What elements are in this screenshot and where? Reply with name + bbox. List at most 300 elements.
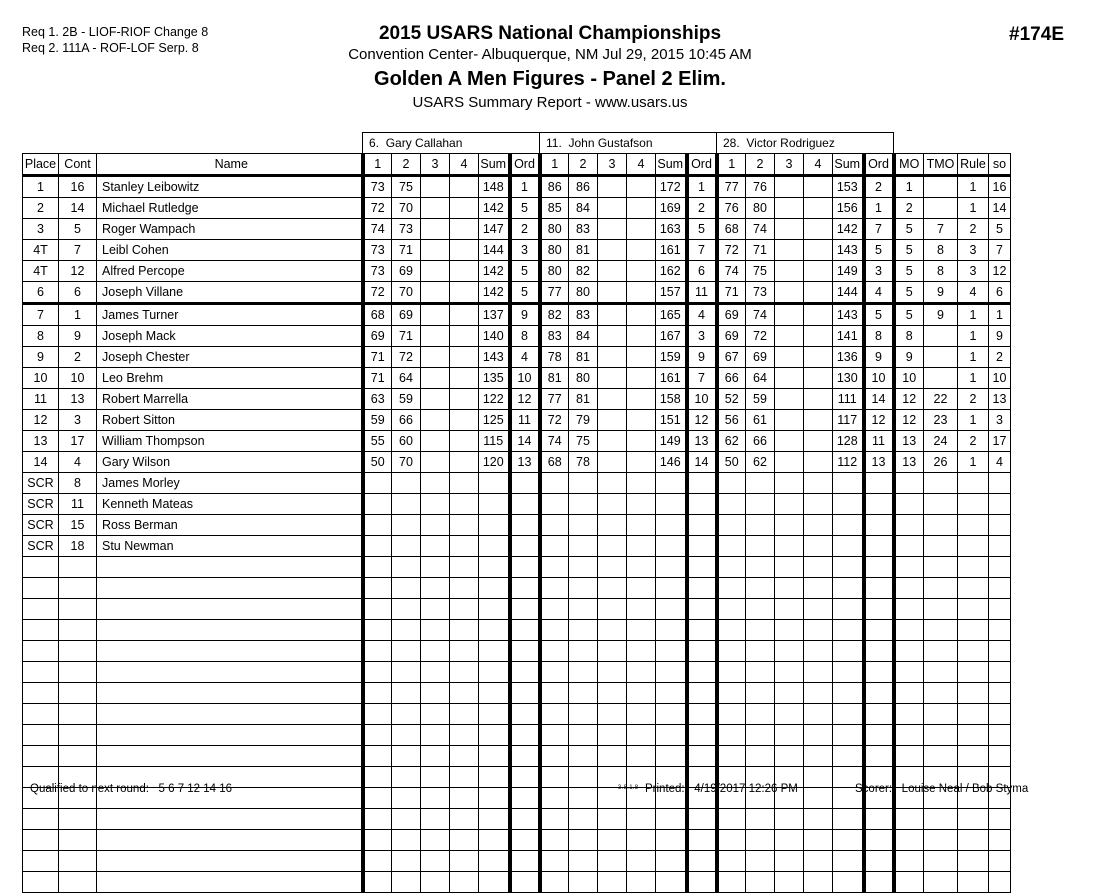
cell-j3-fig2: 71 bbox=[746, 240, 775, 261]
cell-j2-ord: 10 bbox=[687, 389, 717, 410]
cell-j3-sum: 143 bbox=[833, 240, 864, 261]
results-table-wrapper bbox=[22, 132, 1011, 893]
cell-so: 3 bbox=[989, 410, 1011, 431]
cell-j1-fig4 bbox=[450, 304, 479, 326]
cell-j2-fig2 bbox=[569, 578, 598, 599]
cell-tmo bbox=[924, 830, 958, 851]
cell-j1-fig1 bbox=[363, 872, 392, 893]
cell-j2-ord bbox=[687, 872, 717, 893]
table-row[interactable] bbox=[23, 304, 1011, 326]
cell-rule: 1 bbox=[958, 198, 989, 219]
cell-j2-fig4 bbox=[627, 599, 656, 620]
cell-name: Leibl Cohen bbox=[97, 240, 363, 261]
cell-cont: 8 bbox=[59, 473, 97, 494]
col-header-j3-fig2: 2 bbox=[746, 154, 775, 176]
cell-j2-fig2: 81 bbox=[569, 347, 598, 368]
cell-j3-fig2: 74 bbox=[746, 219, 775, 240]
cell-j1-ord bbox=[510, 473, 540, 494]
cell-j3-ord bbox=[864, 599, 894, 620]
table-row[interactable] bbox=[23, 515, 1011, 536]
cell-j3-fig4 bbox=[804, 410, 833, 431]
table-row[interactable] bbox=[23, 851, 1011, 872]
cell-j3-fig1: 52 bbox=[717, 389, 746, 410]
cell-name bbox=[97, 746, 363, 767]
cell-j2-fig2: 86 bbox=[569, 176, 598, 198]
cell-j3-fig2: 69 bbox=[746, 347, 775, 368]
cell-so bbox=[989, 872, 1011, 893]
cell-so: 9 bbox=[989, 326, 1011, 347]
cell-so: 1 bbox=[989, 304, 1011, 326]
cell-j3-ord bbox=[864, 515, 894, 536]
cell-j2-fig3 bbox=[598, 578, 627, 599]
cell-name: Joseph Chester bbox=[97, 347, 363, 368]
table-row[interactable] bbox=[23, 599, 1011, 620]
cell-j3-fig4 bbox=[804, 198, 833, 219]
table-row[interactable] bbox=[23, 620, 1011, 641]
cell-j2-fig1 bbox=[540, 515, 569, 536]
cell-j2-fig4 bbox=[627, 536, 656, 557]
cell-mo: 5 bbox=[894, 304, 924, 326]
table-row[interactable] bbox=[23, 347, 1011, 368]
event-title: Golden A Men Figures - Panel 2 Elim. bbox=[374, 68, 726, 90]
cell-j1-ord bbox=[510, 557, 540, 578]
cell-j3-sum bbox=[833, 515, 864, 536]
cell-j2-ord: 2 bbox=[687, 198, 717, 219]
cell-j1-fig2 bbox=[392, 473, 421, 494]
cell-j3-fig2 bbox=[746, 704, 775, 725]
cell-j1-fig1: 73 bbox=[363, 176, 392, 198]
cell-j1-sum: 142 bbox=[479, 198, 510, 219]
cell-name: Leo Brehm bbox=[97, 368, 363, 389]
cell-cont bbox=[59, 830, 97, 851]
cell-name bbox=[97, 683, 363, 704]
cell-j2-sum bbox=[656, 536, 687, 557]
cell-so: 5 bbox=[989, 219, 1011, 240]
cell-name bbox=[97, 578, 363, 599]
cell-j2-fig3 bbox=[598, 410, 627, 431]
cell-j3-fig3 bbox=[775, 725, 804, 746]
cell-j2-fig1: 80 bbox=[540, 219, 569, 240]
table-row[interactable] bbox=[23, 809, 1011, 830]
cell-mo: 12 bbox=[894, 389, 924, 410]
cell-j1-fig1 bbox=[363, 662, 392, 683]
cell-cont: 6 bbox=[59, 282, 97, 304]
cell-j1-fig3 bbox=[421, 557, 450, 578]
cell-j2-fig1 bbox=[540, 578, 569, 599]
cell-rule: 2 bbox=[958, 431, 989, 452]
cell-j1-sum: 142 bbox=[479, 261, 510, 282]
table-row[interactable] bbox=[23, 473, 1011, 494]
cell-j1-sum: 122 bbox=[479, 389, 510, 410]
cell-j1-fig1 bbox=[363, 515, 392, 536]
col-header-j3-fig3: 3 bbox=[775, 154, 804, 176]
cell-so: 6 bbox=[989, 282, 1011, 304]
cell-j3-sum bbox=[833, 746, 864, 767]
cell-j3-fig1 bbox=[717, 683, 746, 704]
cell-j3-fig3 bbox=[775, 851, 804, 872]
cell-j3-fig1 bbox=[717, 641, 746, 662]
cell-j3-fig4 bbox=[804, 662, 833, 683]
cell-so: 12 bbox=[989, 261, 1011, 282]
cell-j2-fig1 bbox=[540, 704, 569, 725]
cell-j3-fig1 bbox=[717, 536, 746, 557]
cell-j3-fig3 bbox=[775, 599, 804, 620]
cell-j1-fig4 bbox=[450, 494, 479, 515]
cell-tmo: 22 bbox=[924, 389, 958, 410]
cell-rule bbox=[958, 473, 989, 494]
cell-j3-ord bbox=[864, 872, 894, 893]
cell-j3-sum bbox=[833, 662, 864, 683]
cell-j1-fig3 bbox=[421, 304, 450, 326]
table-row[interactable] bbox=[23, 578, 1011, 599]
cell-j1-sum bbox=[479, 725, 510, 746]
cell-place bbox=[23, 872, 59, 893]
cell-j2-fig3 bbox=[598, 494, 627, 515]
table-row[interactable] bbox=[23, 683, 1011, 704]
cell-j2-fig2: 83 bbox=[569, 304, 598, 326]
cell-j3-ord bbox=[864, 641, 894, 662]
cell-j1-fig4 bbox=[450, 347, 479, 368]
cell-j3-ord: 14 bbox=[864, 389, 894, 410]
cell-j2-fig4 bbox=[627, 683, 656, 704]
cell-mo bbox=[894, 515, 924, 536]
cell-j2-fig4 bbox=[627, 410, 656, 431]
cell-mo bbox=[894, 683, 924, 704]
cell-j1-ord: 3 bbox=[510, 240, 540, 261]
cell-cont: 16 bbox=[59, 176, 97, 198]
cell-rule bbox=[958, 494, 989, 515]
cell-j1-fig4 bbox=[450, 515, 479, 536]
cell-so bbox=[989, 662, 1011, 683]
cell-rule bbox=[958, 536, 989, 557]
cell-place: 6 bbox=[23, 282, 59, 304]
cell-cont: 5 bbox=[59, 219, 97, 240]
cell-j2-fig1 bbox=[540, 620, 569, 641]
cell-j2-sum: 169 bbox=[656, 198, 687, 219]
cell-j2-fig4 bbox=[627, 746, 656, 767]
page-title: 2015 USARS National Championships bbox=[378, 23, 722, 44]
cell-j1-fig3 bbox=[421, 725, 450, 746]
cell-place: SCR bbox=[23, 536, 59, 557]
cell-j3-fig1: 77 bbox=[717, 176, 746, 198]
cell-mo bbox=[894, 494, 924, 515]
table-row[interactable] bbox=[23, 282, 1011, 304]
qualified-note bbox=[30, 783, 232, 795]
cell-j3-fig2 bbox=[746, 662, 775, 683]
cell-j2-fig2 bbox=[569, 725, 598, 746]
cell-j3-fig3 bbox=[775, 641, 804, 662]
cell-j1-sum bbox=[479, 746, 510, 767]
cell-so bbox=[989, 704, 1011, 725]
cell-j3-ord bbox=[864, 725, 894, 746]
table-row[interactable] bbox=[23, 410, 1011, 431]
table-row[interactable] bbox=[23, 662, 1011, 683]
cell-j3-fig2 bbox=[746, 536, 775, 557]
cell-j1-fig4 bbox=[450, 431, 479, 452]
cell-j1-fig4 bbox=[450, 830, 479, 851]
cell-j2-fig3 bbox=[598, 746, 627, 767]
cell-j2-ord bbox=[687, 683, 717, 704]
table-row[interactable] bbox=[23, 704, 1011, 725]
cell-j1-fig3 bbox=[421, 389, 450, 410]
cell-j3-fig3 bbox=[775, 557, 804, 578]
judge-number: 6. bbox=[369, 136, 380, 150]
cell-j3-fig1 bbox=[717, 746, 746, 767]
cell-rule bbox=[958, 851, 989, 872]
table-row[interactable] bbox=[23, 261, 1011, 282]
cell-cont bbox=[59, 725, 97, 746]
cell-cont: 1 bbox=[59, 304, 97, 326]
cell-j3-fig1: 62 bbox=[717, 431, 746, 452]
cell-j2-sum bbox=[656, 662, 687, 683]
cell-j1-fig2: 71 bbox=[392, 240, 421, 261]
cell-mo bbox=[894, 557, 924, 578]
cell-j3-fig3 bbox=[775, 282, 804, 304]
cell-j1-fig4 bbox=[450, 282, 479, 304]
cell-place bbox=[23, 851, 59, 872]
cell-j2-fig3 bbox=[598, 536, 627, 557]
table-row[interactable] bbox=[23, 830, 1011, 851]
table-row[interactable] bbox=[23, 240, 1011, 261]
cell-j1-fig2 bbox=[392, 620, 421, 641]
col-header-place: Place bbox=[23, 154, 59, 176]
cell-mo bbox=[894, 830, 924, 851]
cell-j1-fig1: 72 bbox=[363, 282, 392, 304]
cell-j3-fig1 bbox=[717, 662, 746, 683]
table-row[interactable] bbox=[23, 452, 1011, 473]
cell-j3-sum bbox=[833, 872, 864, 893]
cell-mo: 1 bbox=[894, 176, 924, 198]
cell-j3-fig4 bbox=[804, 240, 833, 261]
cell-j1-fig2 bbox=[392, 599, 421, 620]
cell-rule bbox=[958, 578, 989, 599]
cell-j1-fig3 bbox=[421, 515, 450, 536]
cell-j2-sum: 163 bbox=[656, 219, 687, 240]
cell-j2-ord: 7 bbox=[687, 240, 717, 261]
table-row[interactable] bbox=[23, 557, 1011, 578]
cell-j1-fig2 bbox=[392, 704, 421, 725]
cell-rule: 1 bbox=[958, 410, 989, 431]
cell-j2-fig3 bbox=[598, 662, 627, 683]
cell-mo: 10 bbox=[894, 368, 924, 389]
cell-j3-fig4 bbox=[804, 851, 833, 872]
cell-j2-fig1 bbox=[540, 473, 569, 494]
cell-cont: 15 bbox=[59, 515, 97, 536]
cell-j2-sum bbox=[656, 641, 687, 662]
cell-mo bbox=[894, 620, 924, 641]
cell-mo: 8 bbox=[894, 326, 924, 347]
cell-place bbox=[23, 725, 59, 746]
cell-j3-fig3 bbox=[775, 872, 804, 893]
cell-j2-sum bbox=[656, 515, 687, 536]
cell-j2-fig2: 84 bbox=[569, 198, 598, 219]
cell-j3-fig3 bbox=[775, 704, 804, 725]
table-row[interactable] bbox=[23, 198, 1011, 219]
cell-j1-fig1 bbox=[363, 620, 392, 641]
cell-j3-fig2 bbox=[746, 851, 775, 872]
col-header-j2-fig1: 1 bbox=[540, 154, 569, 176]
cell-j1-fig2 bbox=[392, 494, 421, 515]
cell-j1-fig4 bbox=[450, 851, 479, 872]
cell-j3-sum: 142 bbox=[833, 219, 864, 240]
cell-j3-fig1 bbox=[717, 830, 746, 851]
cell-j3-fig2: 74 bbox=[746, 304, 775, 326]
cell-j3-fig2 bbox=[746, 746, 775, 767]
cell-j2-fig1: 78 bbox=[540, 347, 569, 368]
cell-name: Joseph Mack bbox=[97, 326, 363, 347]
cell-j2-ord bbox=[687, 557, 717, 578]
cell-j2-fig4 bbox=[627, 851, 656, 872]
cell-j1-fig3 bbox=[421, 410, 450, 431]
cell-j1-fig4 bbox=[450, 326, 479, 347]
cell-j3-fig2: 73 bbox=[746, 282, 775, 304]
cell-j3-sum: 141 bbox=[833, 326, 864, 347]
cell-j3-fig1: 69 bbox=[717, 326, 746, 347]
cell-place: 9 bbox=[23, 347, 59, 368]
table-row[interactable] bbox=[23, 872, 1011, 893]
cell-j2-fig2: 78 bbox=[569, 452, 598, 473]
venue-line: Convention Center- Albuquerque, NM Jul 29, 2015 10:45 AM bbox=[348, 46, 752, 63]
cell-place: 11 bbox=[23, 389, 59, 410]
cell-j3-ord: 8 bbox=[864, 326, 894, 347]
cell-j2-fig4 bbox=[627, 494, 656, 515]
table-row[interactable] bbox=[23, 746, 1011, 767]
cell-j3-fig4 bbox=[804, 368, 833, 389]
cell-j2-fig2 bbox=[569, 872, 598, 893]
cell-mo: 5 bbox=[894, 240, 924, 261]
cell-j3-fig1: 66 bbox=[717, 368, 746, 389]
table-row[interactable] bbox=[23, 368, 1011, 389]
cell-j2-fig3 bbox=[598, 389, 627, 410]
cell-j2-fig3 bbox=[598, 431, 627, 452]
cell-j2-sum: 158 bbox=[656, 389, 687, 410]
table-row[interactable] bbox=[23, 176, 1011, 198]
cell-j3-sum: 117 bbox=[833, 410, 864, 431]
table-row[interactable] bbox=[23, 725, 1011, 746]
cell-j2-fig2 bbox=[569, 746, 598, 767]
cell-j2-fig3 bbox=[598, 368, 627, 389]
table-row[interactable] bbox=[23, 219, 1011, 240]
cell-j1-fig2: 70 bbox=[392, 282, 421, 304]
cell-j1-fig2 bbox=[392, 746, 421, 767]
cell-mo bbox=[894, 809, 924, 830]
cell-j1-sum: 120 bbox=[479, 452, 510, 473]
cell-j1-fig4 bbox=[450, 389, 479, 410]
cell-cont bbox=[59, 641, 97, 662]
cell-j1-fig3 bbox=[421, 536, 450, 557]
cell-j1-fig1: 74 bbox=[363, 219, 392, 240]
cell-so: 13 bbox=[989, 389, 1011, 410]
table-row[interactable] bbox=[23, 536, 1011, 557]
cell-place bbox=[23, 746, 59, 767]
cell-j1-fig4 bbox=[450, 578, 479, 599]
table-row[interactable] bbox=[23, 389, 1011, 410]
cell-j1-fig1 bbox=[363, 704, 392, 725]
cell-rule: 1 bbox=[958, 176, 989, 198]
cell-place bbox=[23, 599, 59, 620]
cell-j3-fig3 bbox=[775, 830, 804, 851]
cell-j1-fig2 bbox=[392, 809, 421, 830]
col-header-j1-fig3: 3 bbox=[421, 154, 450, 176]
scorer-stamp bbox=[855, 783, 1028, 795]
cell-j3-fig3 bbox=[775, 176, 804, 198]
cell-cont bbox=[59, 599, 97, 620]
cell-rule: 2 bbox=[958, 389, 989, 410]
cell-j1-fig1 bbox=[363, 494, 392, 515]
cell-j3-sum: 144 bbox=[833, 282, 864, 304]
cell-j2-ord: 7 bbox=[687, 368, 717, 389]
cell-j2-fig1 bbox=[540, 809, 569, 830]
cell-j2-fig2: 82 bbox=[569, 261, 598, 282]
cell-tmo: 24 bbox=[924, 431, 958, 452]
cell-j3-fig2 bbox=[746, 557, 775, 578]
cell-j3-fig2: 80 bbox=[746, 198, 775, 219]
cell-cont: 13 bbox=[59, 389, 97, 410]
cell-j3-fig4 bbox=[804, 872, 833, 893]
cell-j3-fig1: 50 bbox=[717, 452, 746, 473]
cell-j1-fig3 bbox=[421, 261, 450, 282]
cell-j1-fig3 bbox=[421, 746, 450, 767]
cell-j1-fig3 bbox=[421, 494, 450, 515]
table-row[interactable] bbox=[23, 494, 1011, 515]
cell-place bbox=[23, 704, 59, 725]
cell-so bbox=[989, 683, 1011, 704]
cell-j2-fig1: 82 bbox=[540, 304, 569, 326]
table-row[interactable] bbox=[23, 641, 1011, 662]
cell-j2-fig2 bbox=[569, 830, 598, 851]
cell-name bbox=[97, 725, 363, 746]
cell-j1-fig1: 73 bbox=[363, 240, 392, 261]
cell-j3-fig3 bbox=[775, 261, 804, 282]
cell-j2-ord: 11 bbox=[687, 282, 717, 304]
cell-j3-fig1 bbox=[717, 620, 746, 641]
table-row[interactable] bbox=[23, 326, 1011, 347]
cell-j2-fig3 bbox=[598, 599, 627, 620]
cell-j2-ord: 13 bbox=[687, 431, 717, 452]
cell-j1-fig1: 71 bbox=[363, 368, 392, 389]
cell-j1-ord: 14 bbox=[510, 431, 540, 452]
cell-j3-fig3 bbox=[775, 515, 804, 536]
table-row[interactable] bbox=[23, 431, 1011, 452]
cell-j1-fig3 bbox=[421, 347, 450, 368]
cell-j3-fig1: 68 bbox=[717, 219, 746, 240]
cell-j3-ord: 5 bbox=[864, 304, 894, 326]
cell-j1-ord: 13 bbox=[510, 452, 540, 473]
cell-j3-ord bbox=[864, 473, 894, 494]
cell-so: 17 bbox=[989, 431, 1011, 452]
col-header-j3-sum: Sum bbox=[833, 154, 864, 176]
cell-j1-fig1 bbox=[363, 746, 392, 767]
cell-rule: 1 bbox=[958, 368, 989, 389]
cell-j3-sum: 136 bbox=[833, 347, 864, 368]
cell-j2-fig3 bbox=[598, 176, 627, 198]
cell-tmo bbox=[924, 347, 958, 368]
cell-name bbox=[97, 851, 363, 872]
printed-stamp bbox=[645, 783, 798, 795]
cell-j1-fig3 bbox=[421, 473, 450, 494]
cell-j2-fig1 bbox=[540, 662, 569, 683]
cell-j3-fig3 bbox=[775, 347, 804, 368]
cell-j2-fig2: 80 bbox=[569, 368, 598, 389]
cell-j1-fig1 bbox=[363, 557, 392, 578]
cell-j2-ord: 1 bbox=[687, 176, 717, 198]
cell-j2-fig1 bbox=[540, 830, 569, 851]
cell-j1-fig2: 69 bbox=[392, 304, 421, 326]
cell-j2-fig3 bbox=[598, 452, 627, 473]
cell-j1-sum: 142 bbox=[479, 282, 510, 304]
cell-rule bbox=[958, 830, 989, 851]
cell-j1-sum bbox=[479, 578, 510, 599]
